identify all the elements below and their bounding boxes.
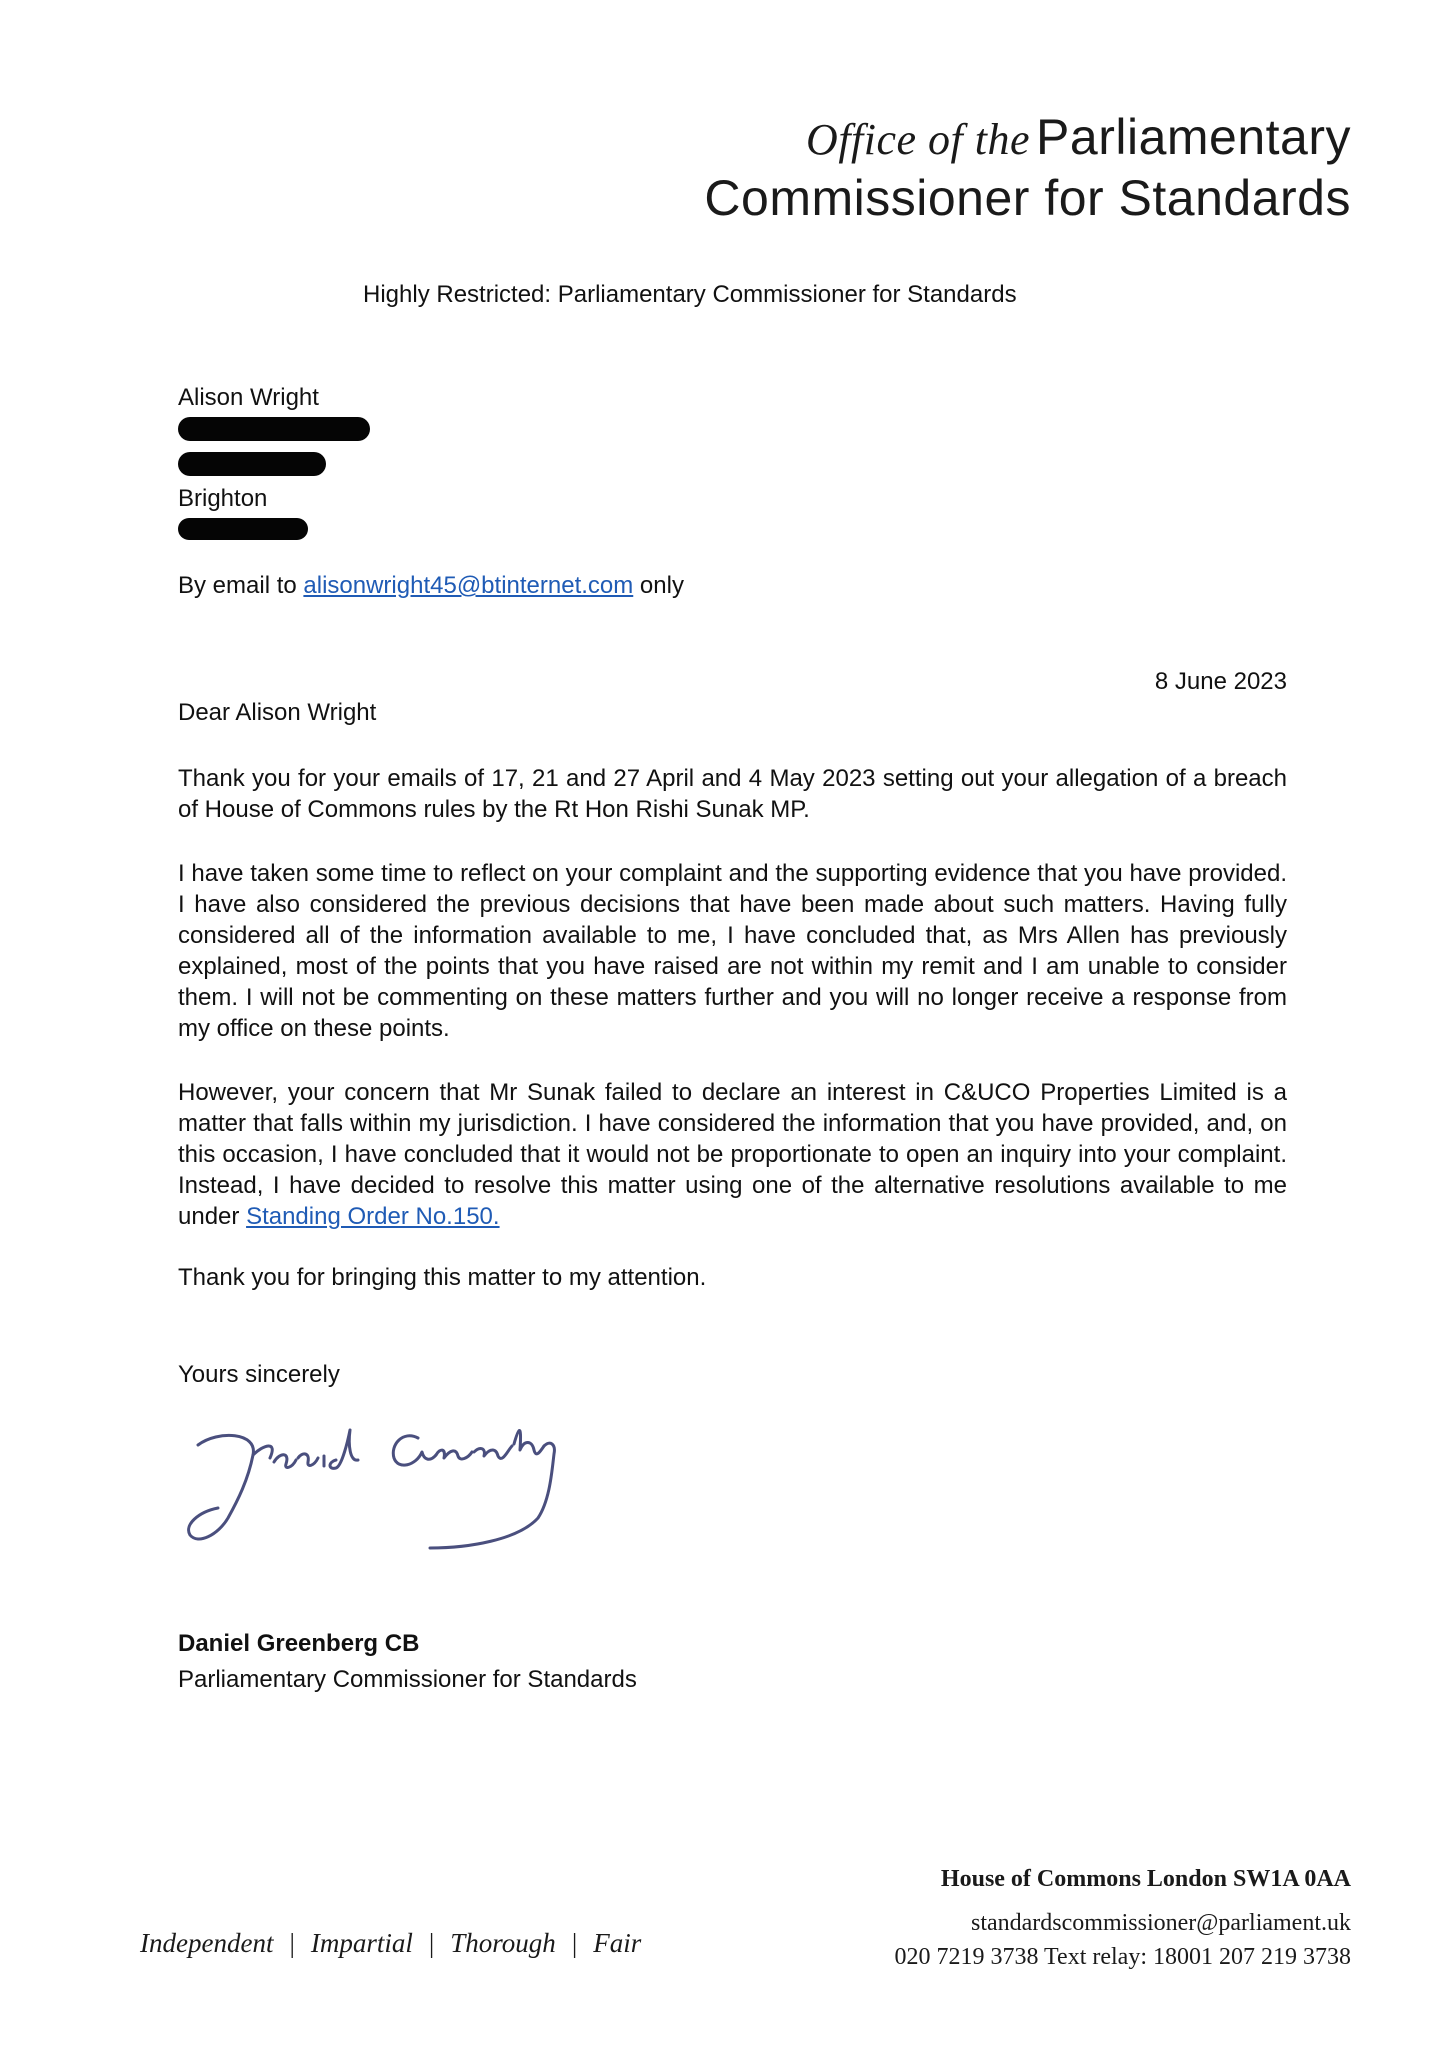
signer-title: Parliamentary Commissioner for Standards	[178, 1666, 637, 1693]
delivery-line	[178, 570, 684, 601]
redacted-address-line-2	[178, 452, 370, 483]
value-thorough: Thorough	[450, 1928, 556, 1958]
footer-address: House of Commons London SW1A 0AA	[940, 1866, 1351, 1892]
letterhead-logo	[704, 108, 1351, 227]
paragraph-2: I have taken some time to reflect on your complaint and the supporting evidence that you have provided. I have also considered the previous decisions that have been made about such matters. Having fully considered all of the information available to me, I have concluded that, as Mrs Allen has previously explained, most of the points that you have raised are not within my remit and I am unable to consider them. I will not be commenting on these matters further and you will no longer receive a response from my office on these points.	[178, 860, 1287, 1042]
standing-order-link[interactable]: Standing Order No.150.	[246, 1203, 500, 1230]
value-fair: Fair	[593, 1928, 642, 1958]
value-separator: |	[571, 1928, 578, 1958]
redacted-postcode	[178, 518, 370, 549]
recipient-email-link[interactable]: alisonwright45@btinternet.com	[303, 572, 634, 599]
paragraph-3	[178, 1077, 1287, 1232]
value-impartial: Impartial	[310, 1928, 413, 1958]
delivery-prefix: By email to	[178, 572, 297, 599]
classification-marking: Highly Restricted: Parliamentary Commissioner for Standards	[363, 281, 1017, 308]
salutation: Dear Alison Wright	[178, 699, 377, 726]
signer-name: Daniel Greenberg CB	[178, 1630, 420, 1657]
letter-date: 8 June 2023	[1154, 668, 1287, 695]
value-independent: Independent	[140, 1928, 274, 1958]
paragraph-3-text: However, your concern that Mr Sunak failed to declare an interest in C&UCO Properties Limited is a matter that falls within my jurisdiction. I have considered the information that you have provided, and, on this occasion, I have concluded that it would not be proportionate to open an inquiry into your complaint. Instead, I have decided to resolve this matter using one of the alternative resolutions available to me under	[178, 1079, 1287, 1230]
paragraph-4: Thank you for bringing this matter to my attention.	[178, 1264, 707, 1291]
delivery-suffix: only	[639, 572, 684, 599]
letterhead-parliamentary: Parliamentary	[1036, 109, 1351, 165]
footer-contact	[894, 1862, 1351, 1974]
recipient-address	[178, 382, 370, 549]
letterhead-commissioner: Commissioner for Standards	[704, 170, 1351, 226]
recipient-name: Alison Wright	[178, 384, 319, 411]
footer-phone: 020 7219 3738 Text relay: 18001 207 219 3738	[894, 1944, 1351, 1970]
letterhead-office-of-the: Office of the	[806, 115, 1031, 164]
paragraph-1: Thank you for your emails of 17, 21 and 27 April and 4 May 2023 setting out your allegation of a breach of House of Commons rules by the Rt Hon Rishi Sunak MP.	[178, 765, 1287, 823]
redacted-address-line-1	[178, 417, 370, 448]
footer-email: standardscommissioner@parliament.uk	[970, 1910, 1351, 1936]
value-separator: |	[289, 1928, 295, 1958]
handwritten-signature	[178, 1400, 638, 1570]
closing: Yours sincerely	[178, 1361, 340, 1388]
footer-values	[140, 1928, 641, 1959]
value-separator: |	[428, 1928, 435, 1958]
recipient-town: Brighton	[178, 485, 268, 512]
